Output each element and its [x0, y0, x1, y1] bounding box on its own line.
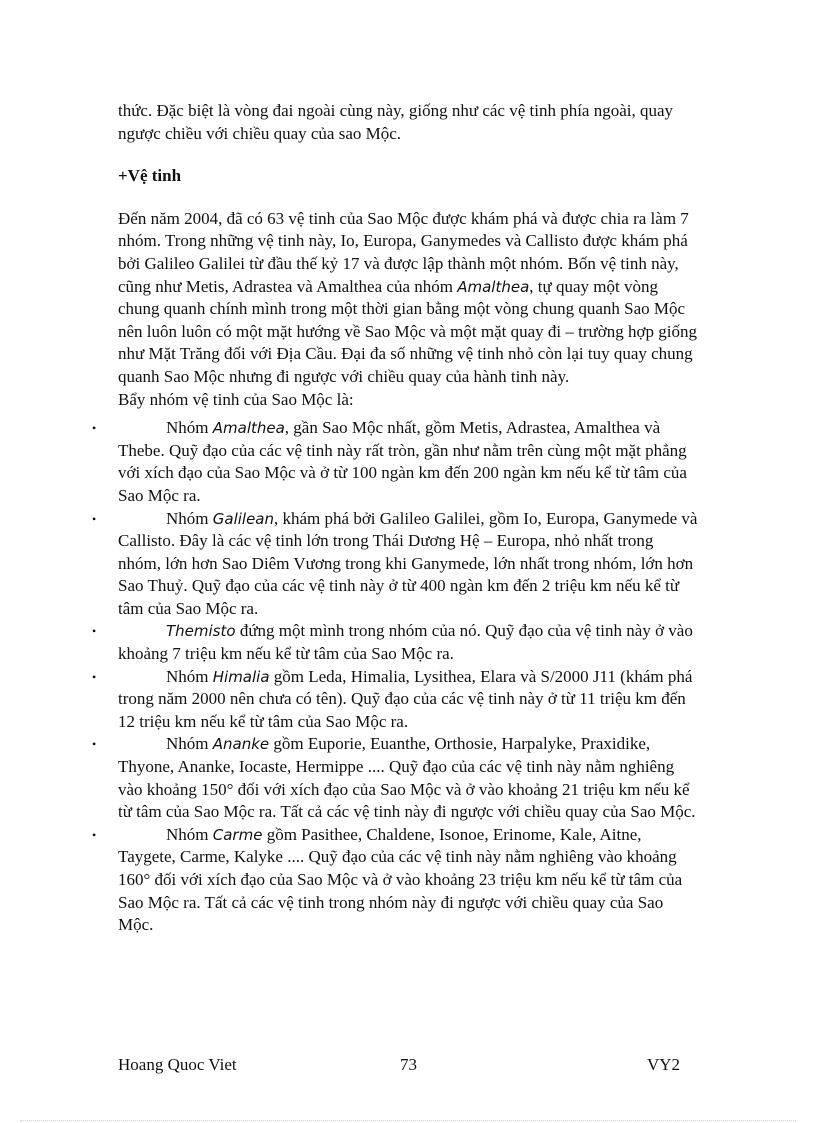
- group-name: Ananke: [212, 735, 270, 754]
- bullet-icon: •: [92, 737, 97, 752]
- list-item: [92, 620, 698, 665]
- page-edge-divider: [20, 1120, 796, 1121]
- bullet-icon: •: [92, 827, 97, 842]
- page-footer: [118, 1055, 680, 1079]
- group-text: gồm Leda, Himalia, Lysithea, Elara và S/2000 J11 (khám phá trong năm 2000 nên chưa có tên). Quỹ đạo của các vệ tinh này ở từ 11 triệu km đến 12 triệu km nếu kể từ tâm của Sao Mộc ra.: [118, 666, 693, 731]
- list-item: [92, 666, 698, 734]
- bullet-icon: •: [92, 669, 97, 684]
- group-prefix: Nhóm: [166, 508, 213, 528]
- bullet-icon: •: [92, 624, 97, 639]
- section-heading: +Vệ tinh: [118, 166, 182, 186]
- group-name: Carme: [212, 825, 263, 844]
- list-item: [92, 824, 698, 937]
- satellites-text-italic: Amalthea: [457, 277, 530, 296]
- bullet-icon: •: [92, 511, 97, 526]
- group-text: , khám phá bởi Galileo Galilei, gồm Io, Europa, Ganymede và Callisto. Đây là các vệ tinh lớn trong Thái Dương Hệ – Europa, nhỏ nhất trong nhóm, lớn hơn Sao Diêm Vương trong khi Ganymede, lớn nhất trong nhóm, lớn hơn Sao Thuỷ. Quỹ đạo của các vệ tinh này ở từ 400 ngàn km đến 2 triệu km nếu kể từ tâm của Sao Mộc ra.: [118, 508, 698, 618]
- list-intro: Bẩy nhóm vệ tinh của Sao Mộc là:: [118, 389, 354, 409]
- group-prefix: Nhóm: [166, 734, 213, 754]
- list-item: [92, 417, 698, 507]
- group-name: Amalthea: [212, 419, 285, 438]
- group-prefix: Nhóm: [166, 418, 213, 438]
- bullet-icon: •: [92, 421, 97, 436]
- group-prefix: Nhóm: [166, 666, 213, 686]
- group-text: đứng một mình trong nhóm của nó. Quỹ đạo của vệ tinh này ở vào khoảng 7 triệu km nếu kể từ tâm của Sao Mộc ra.: [118, 621, 693, 664]
- group-name: Galilean: [212, 509, 274, 528]
- intro-paragraph: thức. Đặc biệt là vòng đai ngoài cùng này, giống như các vệ tinh phía ngoài, quay ngược chiều với chiều quay của sao Mộc.: [118, 101, 674, 143]
- page-body: [92, 100, 698, 937]
- list-item: [92, 508, 698, 621]
- group-prefix: Nhóm: [166, 824, 213, 844]
- satellites-text-end: , tự quay một vòng chung quanh chính mình trong một thời gian bằng một vòng chung quanh Sao Mộc nên luôn luôn có một mặt hướng về Sao Mộc và một mặt quay đi – trường hợp giống như Mặt Trăng đối với Địa Cầu. Đại đa số những vệ tinh nhỏ còn lại tuy quay chung quanh Sao Mộc nhưng đi ngược với chiều quay của hành tinh này.: [118, 276, 697, 386]
- list-item: [92, 733, 698, 823]
- footer-author: Hoang Quoc Viet: [118, 1055, 237, 1074]
- satellites-text-start: Đến năm 2004, đã có 63 vệ tinh của Sao Mộc được khám phá và được chia ra làm 7 nhóm. Trong những vệ tinh này, Io, Europa, Ganymedes và Callisto được khám phá bởi Galileo Galilei từ đầu thế kỷ 17 và được lập thành một nhóm. Bốn vệ tinh này, cũng như Metis, Adrastea và Amalthea của nhóm: [118, 208, 689, 296]
- footer-page-number: 73: [400, 1055, 417, 1074]
- group-text: , gần Sao Mộc nhất, gồm Metis, Adrastea, Amalthea và Thebe. Quỹ đạo của các vệ tinh này rất tròn, gần như nằm trên cùng một mặt phẳng với xích đạo của Sao Mộc và ở từ 100 ngàn km đến 200 ngàn km nếu kể từ tâm của Sao Mộc ra.: [118, 418, 687, 505]
- moon-group-list: [92, 417, 698, 937]
- group-name: Himalia: [212, 667, 270, 686]
- satellites-paragraph: [118, 208, 698, 389]
- group-text: gồm Euporie, Euanthe, Orthosie, Harpalyke, Praxidike, Thyone, Ananke, Iocaste, Hermippe .... Quỹ đạo của các vệ tinh này nằm nghiêng vào khoảng 150° đối với xích đạo của Sao Mộc và ở vào khoảng 21 triệu km nếu kể từ tâm của Sao Mộc ra. Tất cả các vệ tinh này đi ngược với chiều quay của Sao Mộc.: [118, 734, 696, 822]
- footer-code: VY2: [646, 1055, 680, 1074]
- group-text: gồm Pasithee, Chaldene, Isonoe, Erinome, Kale, Aitne, Taygete, Carme, Kalyke .... Quỹ đạo của các vệ tinh này nằm nghiêng vào khoảng 160° đối với xích đạo của Sao Mộc và ở vào khoảng 23 triệu km nếu kể từ tâm của Sao Mộc ra. Tất cả các vệ tinh trong nhóm này đi ngược với chiều quay của Sao Mộc.: [118, 824, 683, 935]
- group-name: Themisto: [166, 622, 236, 641]
